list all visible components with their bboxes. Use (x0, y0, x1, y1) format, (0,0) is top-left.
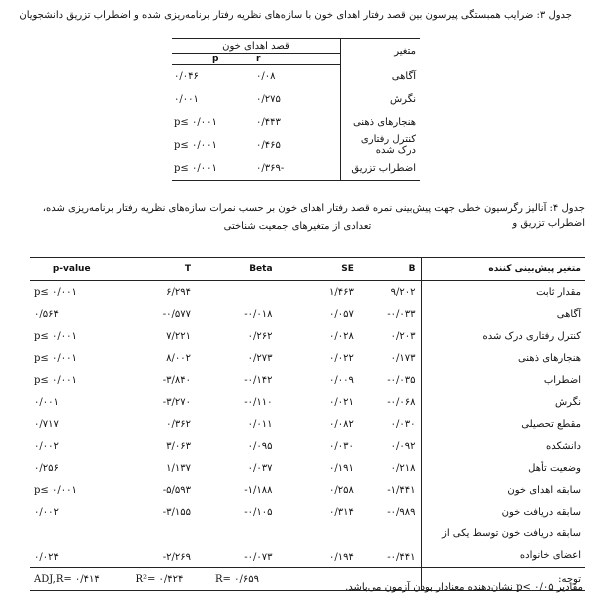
footnote: مقادیر p< ۰/۰۵ نشان‌دهنده معنادار بودن آزمون می‌باشد. (345, 582, 583, 593)
cell-se: ۰/۰۲۱ (329, 396, 354, 408)
cell-p: p≤ ۰/۰۰۱ (34, 330, 77, 342)
cell-beta: ۰/۰۳۷ (247, 462, 273, 474)
cell-b: -۱/۴۴۱ (387, 484, 416, 496)
cell-p: p≤ ۰/۰۰۱ (34, 352, 77, 364)
cell-beta: -۰/۰۱۸ (244, 308, 273, 320)
cell-beta: -۰/۰۷۳ (244, 552, 273, 563)
note-label: توجه: (422, 568, 585, 591)
header-b: B (358, 258, 422, 281)
cell-se: ۰/۰۲۲ (329, 352, 354, 364)
table-row (30, 413, 585, 435)
table-row (30, 281, 585, 304)
cell-b: -۰/۰۶۸ (387, 396, 416, 408)
cell-se: ۰/۱۹۱ (329, 462, 354, 474)
cell-b: ۰/۱۷۳ (390, 352, 416, 364)
cell-p: p≤ ۰/۰۰۱ (34, 286, 77, 298)
cell-t: -۳/۸۴۰ (162, 374, 191, 386)
table3-row-p: ۰/۰۰۱ (174, 93, 199, 105)
cell-p: p≤ ۰/۰۰۱ (34, 374, 77, 386)
cell-b: ۰/۰۳۰ (390, 418, 416, 430)
cell-se: ۰/۰۳۰ (329, 440, 354, 452)
cell-predictor: سابقه اهدای خون (422, 479, 585, 501)
cell-predictor: آگاهی (422, 303, 585, 325)
header-t: T (113, 258, 195, 281)
header-p-value: p-value (30, 258, 113, 281)
cell-t: ۰/۳۶۲ (166, 418, 191, 430)
cell-predictor: وضعیت تأهل (422, 457, 585, 479)
cell-t: ۸/۰۰۲ (166, 352, 191, 364)
table-row (30, 347, 585, 369)
cell-predictor: مقطع تحصیلی (422, 413, 585, 435)
cell-t: -۲/۲۶۹ (162, 552, 191, 563)
cell-b: ۰/۲۱۸ (390, 462, 416, 474)
table-row (30, 435, 585, 457)
table3-caption: جدول ۳: ضرایب همبستگی پیرسون بین قصد رفتار اهدای خون با سازه‌های نظریه رفتار برنامه‌ریزی شده و اضطراب تزریق دانشجویان (19, 10, 572, 21)
cell-predictor-line1: سابقه دریافت خون توسط یکی از (442, 528, 581, 539)
header-predictor: متغیر پیش‌بینی کننده (422, 258, 585, 281)
table3-row-r: ۰/۰۸ (256, 70, 276, 82)
table-row (30, 479, 585, 501)
cell-b: -۰/۰۳۵ (387, 374, 416, 386)
table3-row-r: -۰/۳۶۹ (254, 157, 341, 181)
cell-beta (195, 281, 277, 304)
table-row (30, 391, 585, 413)
table3-row-var: نگرش (341, 88, 421, 111)
cell-b: ۰/۰۹۲ (390, 440, 416, 452)
cell-b: ۰/۲۰۳ (390, 330, 416, 342)
cell-se: ۰/۰۰۹ (329, 374, 354, 386)
correlation-table (172, 38, 420, 181)
cell-beta: ۰/۰۱۱ (247, 418, 273, 430)
table-row (30, 457, 585, 479)
r-value: R= ۰/۶۵۹ (195, 568, 277, 591)
cell-p: ۰/۰۲۴ (34, 552, 59, 563)
cell-p: ۰/۰۰۲ (34, 506, 59, 518)
table3-group-header: قصد اهدای خون (172, 39, 341, 54)
table3-row-p: p≤ ۰/۰۰۱ (172, 157, 254, 181)
cell-t: -۳/۱۵۵ (162, 506, 191, 518)
table-row (30, 501, 585, 523)
cell-p: p≤ ۰/۰۰۱ (34, 484, 77, 496)
cell-beta: ۰/۰۹۵ (247, 440, 273, 452)
table3-row-r: ۰/۲۷۵ (256, 93, 281, 105)
cell-se: ۰/۳۱۴ (329, 506, 354, 518)
table3-row-p: ۰/۰۴۶ (174, 70, 199, 82)
table4-caption-line1: جدول ۴: آنالیز رگرسیون خطی جهت پیش‌بینی نمره قصد رفتار اهدای خون بر حسب نمرات سازه‌های نظریه رفتار برنامه‌ریزی شده، اضطراب تزریق و (42, 203, 585, 229)
cell-t: ۳/۰۶۳ (166, 440, 191, 452)
cell-se: ۰/۰۵۷ (329, 308, 354, 320)
cell-se: ۰/۰۲۸ (329, 330, 354, 342)
cell-se: ۱/۴۶۳ (329, 286, 354, 298)
table3-row-r: ۰/۴۶۵ (256, 139, 281, 151)
cell-se: ۰/۰۸۲ (329, 418, 354, 430)
table-row (30, 369, 585, 391)
table3-row-var: هنجارهای ذهنی (341, 111, 421, 134)
table-row (30, 325, 585, 347)
cell-t: -۰/۵۷۷ (162, 308, 191, 320)
table3-row-var: اضطراب تزریق (341, 157, 421, 181)
cell-predictor: دانشکده (422, 435, 585, 457)
cell-predictor (422, 523, 585, 568)
cell-beta: -۱/۱۸۸ (244, 484, 273, 496)
cell-predictor: سابقه دریافت خون (422, 501, 585, 523)
cell-predictor: نگرش (422, 391, 585, 413)
cell-p: ۰/۰۰۱ (34, 396, 59, 408)
cell-p: ۰/۲۵۶ (34, 462, 59, 474)
header-se: SE (277, 258, 358, 281)
adjusted-r-value: ADJ,R= ۰/۴۱۴ (30, 568, 113, 591)
cell-b: -۰/۰۳۳ (387, 308, 416, 320)
table3-row-p: p≤ ۰/۰۰۱ (174, 116, 217, 128)
cell-predictor: کنترل رفتاری درک شده (422, 325, 585, 347)
cell-b: -۰/۹۸۹ (387, 506, 416, 518)
table3-row-var: آگاهی (341, 65, 421, 88)
table-row (30, 523, 585, 568)
cell-b: ۹/۲۰۲ (390, 286, 416, 298)
cell-beta: -۰/۱۰۵ (244, 506, 273, 518)
table3-r-header: r (254, 54, 341, 65)
header-beta: Beta (195, 258, 277, 281)
cell-t: ۱/۱۳۷ (166, 462, 191, 474)
table3-row-var: کنترل رفتاری درک شده (341, 134, 421, 157)
r-squared-value: R²= ۰/۴۲۴ (113, 568, 195, 591)
cell-beta: -۰/۱۱۰ (244, 396, 273, 408)
cell-beta: ۰/۲۶۲ (247, 330, 273, 342)
cell-p: ۰/۰۰۲ (34, 440, 59, 452)
table-row (30, 303, 585, 325)
cell-t: ۷/۲۲۱ (166, 330, 191, 342)
cell-t: -۵/۵۹۳ (162, 484, 191, 496)
cell-se: ۰/۲۵۸ (329, 484, 354, 496)
cell-predictor-line2: اعضای خانواده (519, 550, 581, 561)
table3-var-header: متغیر (341, 39, 421, 65)
table3-row-p: p≤ ۰/۰۰۱ (174, 139, 217, 151)
cell-t: ۶/۲۹۴ (166, 286, 191, 298)
cell-p: ۰/۵۶۴ (34, 308, 59, 320)
cell-b: -۰/۴۴۱ (387, 552, 416, 563)
table4-caption-line2: تعدادی از متغیرهای جمعیت شناختی (223, 221, 372, 232)
cell-predictor: هنجارهای ذهنی (422, 347, 585, 369)
cell-beta: -۰/۱۴۲ (244, 374, 273, 386)
cell-se: ۰/۱۹۴ (329, 552, 354, 563)
cell-beta: ۰/۲۷۳ (247, 352, 273, 364)
cell-t: -۳/۲۷۰ (162, 396, 191, 408)
cell-predictor: اضطراب (422, 369, 585, 391)
cell-predictor: مقدار ثابت (422, 281, 585, 304)
table3-p-header: p (172, 54, 254, 65)
cell-p: ۰/۷۱۷ (34, 418, 59, 430)
regression-table (30, 257, 585, 591)
table3-row-r: ۰/۴۴۳ (256, 116, 281, 128)
